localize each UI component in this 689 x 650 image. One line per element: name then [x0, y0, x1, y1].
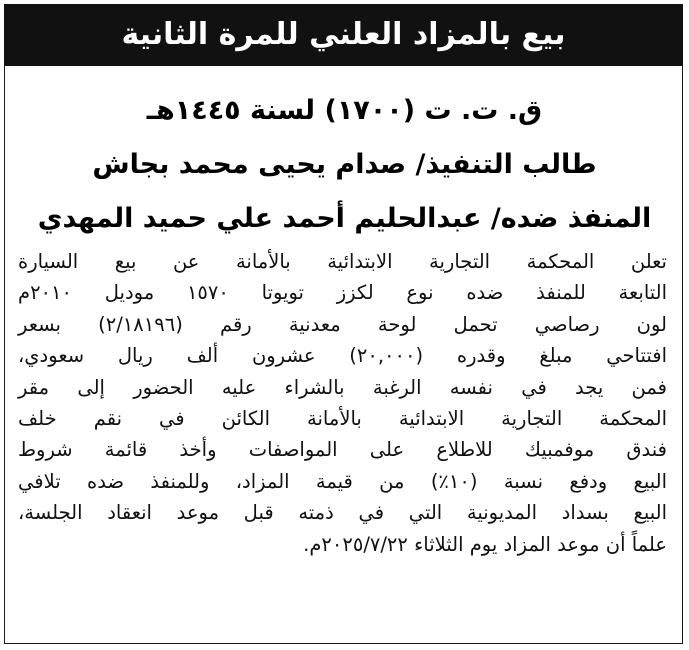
- body-line: البيع ودفع نسبة (١٠٪) من قيمة المزاد، وللمنفذ ضده تلافي: [18, 469, 667, 493]
- body-line: البيع بسداد المديونية التي في ذمته قبل موعد انعقاد الجلسة،: [18, 501, 667, 525]
- title-banner: [4, 4, 683, 66]
- body-line: لون رصاصي تحمل لوحة معدنية رقم (٢/١٨١٩٦) بسعر: [18, 312, 667, 336]
- body-line: فندق موفمبيك للاطلاع على المواصفات وأخذ قائمة شروط: [18, 438, 667, 462]
- body-line: فمن يجد في نفسه الرغبة بالشراء عليه الحضور إلى مقر: [18, 375, 667, 399]
- plaintiff-name: طالب التنفيذ/ صدام يحيى محمد بجاش: [92, 149, 597, 180]
- body-line: التابعة للمنفذ ضده نوع لكزز تويوتا ١٥٧٠ موديل ٢٠١٠م: [18, 281, 667, 305]
- notice-headings: [20, 84, 669, 246]
- body-line: المحكمة التجارية الابتدائية بالأمانة الكائن في نقم خلف: [18, 406, 667, 430]
- defendant-name: المنفذ ضده/ عبدالحليم أحمد علي حميد المهدي: [37, 203, 652, 234]
- body-line: تعلن المحكمة التجارية الابتدائية بالأمانة عن بيع السيارة: [18, 250, 667, 273]
- notice-body: [18, 246, 667, 560]
- body-line: افتتاحي مبلغ وقدره (٢٠,٠٠٠) عشرون ألف ريال سعودي،: [18, 344, 667, 368]
- body-line: علماً أن موعد المزاد يوم الثلاثاء ٢٠٢٥/٧/٢٢م.: [303, 532, 667, 556]
- notice-title: بيع بالمزاد العلني للمرة الثانية: [121, 17, 566, 52]
- case-number: ق. ت. ت (١٧٠٠) لسنة ١٤٤٥هـ: [146, 95, 543, 126]
